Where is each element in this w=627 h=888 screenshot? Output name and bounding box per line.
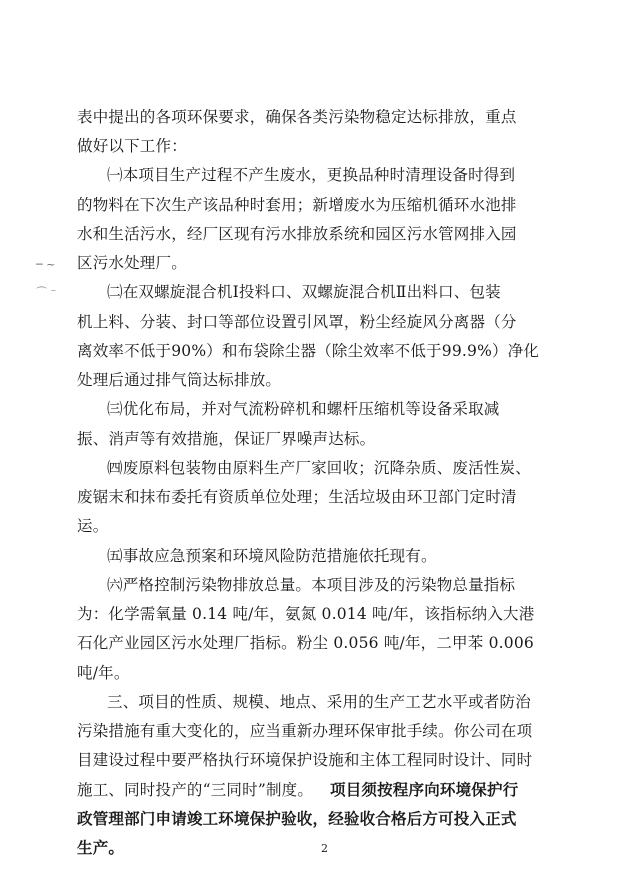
text-line: 生产。 <box>77 838 125 857</box>
text-line: 目建设过程中要严格执行环境保护设施和主体工程同时设计、同时 <box>77 751 533 770</box>
text-line: ㈥严格控制污染物排放总量。本项目涉及的污染物总量指标 <box>107 575 516 594</box>
text-line: 机上料、分装、封口等部位设置引风罩，粉尘经旋风分离器（分 <box>77 312 517 331</box>
text-line: 做好以下工作： <box>77 137 187 156</box>
text-line: 吨/年。 <box>77 663 130 682</box>
text-line: ㈣废原料包装物由原料生产厂家回收；沉降杂质、废活性炭、 <box>107 458 531 477</box>
margin-mark: ─ ~ <box>36 258 56 271</box>
text-line: 的物料在下次生产该品种时套用；新增废水为压缩机循环水池排 <box>77 195 517 214</box>
text-line: 项目须按程序向环境保护行 <box>330 779 519 799</box>
text-line: 表中提出的各项环保要求，确保各类污染物稳定达标排放，重点 <box>77 108 517 126</box>
text-line: ㈢优化布局，并对气流粉碎机和螺杆压缩机等设备采取减 <box>107 400 500 419</box>
text-line: 污染措施有重大变化的，应当重新办理环保审批手续。你公司在项 <box>77 722 533 741</box>
text-line: ㈤事故应急预案和环境风险防范措施依托现有。 <box>107 546 437 565</box>
text-line: 石化产业园区污水处理厂指标。粉尘 0.056 吨/年，二甲苯 0.006 <box>77 634 534 653</box>
text-line: 废锯末和抹布委托有资质单位处理；生活垃圾由环卫部门定时清 <box>77 488 517 507</box>
text-line: 区污水处理厂。 <box>77 254 187 273</box>
text-line: 运。 <box>77 517 109 536</box>
page-number: 2 <box>321 842 328 855</box>
text-line: 政管理部门申请竣工环境保护验收，经验收合格后方可投入正式 <box>77 808 517 828</box>
text-line: 为：化学需氧量 0.14 吨/年，氨氮 0.014 吨/年，该指标纳入大港 <box>77 605 535 624</box>
text-line: ㈠本项目生产过程不产生废水，更换品种时清理设备时得到 <box>107 166 516 185</box>
text-line: 三、项目的性质、规模、地点、采用的生产工艺水平或者防治 <box>107 692 531 711</box>
text-line: 振、消声等有效措施，保证厂界噪声达标。 <box>77 429 376 448</box>
text-line: ㈡在双螺旋混合机Ⅰ投料口、双螺旋混合机Ⅱ出料口、包装 <box>107 283 501 302</box>
text-line: 离效率不低于90%）和布袋除尘器（除尘效率不低于99.9%）净化 <box>77 341 540 360</box>
text-line: 水和生活污水，经厂区现有污水排放系统和园区污水管网排入园 <box>77 224 517 243</box>
margin-mark: ⌒ ⁻ <box>36 286 57 299</box>
text-line: 处理后通过排气筒达标排放。 <box>77 371 282 390</box>
text-line: 施工、同时投产的“三同时”制度。 <box>77 780 314 799</box>
